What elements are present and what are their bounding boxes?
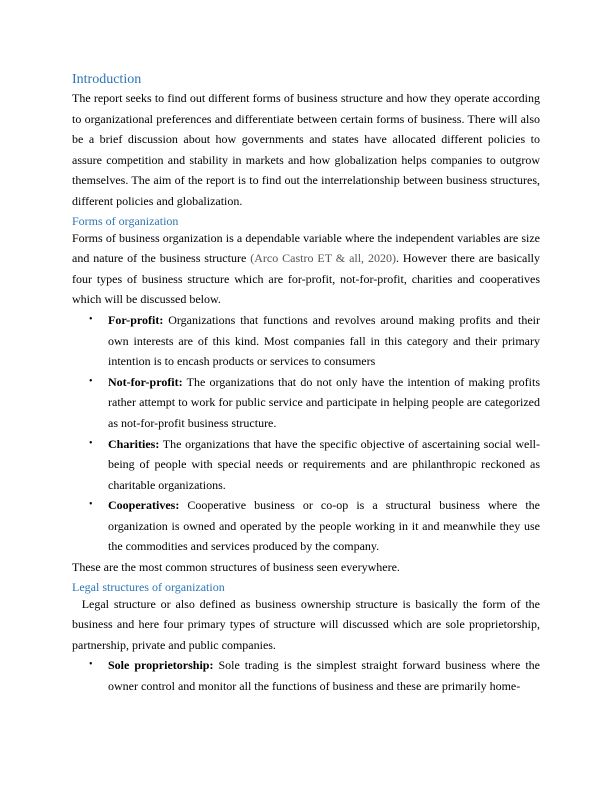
bullet-cooperatives [72,495,540,557]
bullet-term: Not-for-profit: [108,374,183,389]
bullet-text: Organizations that functions and revolves around making profits and their own interests are of this kind. Most companies fall in this category and their primary intention is to encash products or services to consumers [108,312,540,369]
legal-paragraph: Legal structure or also defined as business ownership structure is basically the form of the business and here four primary types of structure will discussed which are sole proprietorship, partnership, private and public companies. [72,596,544,652]
bullet-text: The organizations that do not only have the intention of making profits rather attempt to work for public service and participate in helping people are categorized as not-for-profit business structure. [108,374,540,430]
bullet-term: Cooperatives: [108,498,180,513]
forms-paragraph [72,228,540,310]
bullet-text: The organizations that have the specific objective of ascertaining social well-being of people with special needs or requirements and are philanthropic reckoned as charitable organizations. [108,436,540,492]
bullet-term: For-profit: [108,312,164,327]
bullet-dot: • [89,437,93,449]
introduction-paragraph: The report seeks to find out different forms of business structure and how they operate according to organizational preferences and differentiate between certain forms of business. There will also be a brief discussion about how governments and states have allocated different policies to assure competition and stability in markets and how globalization helps companies to outgrow themselves. The aim of the report is to find out the interrelationship between business structures, different policies and globalization. [72,91,540,208]
legal-heading: Legal structures of organization [72,579,225,594]
bullet-not-for-profit [72,372,540,434]
bullet-dot: • [89,375,93,387]
bullet-dot: • [89,659,93,671]
bullet-sole-proprietorship [72,655,540,696]
forms-paragraph-text-1: Forms of business organization is a dependable variable where the independent variables are size and nature of the business structure [72,230,540,266]
bullet-text: Cooperative business or co-op is a structural business where the organization is owned and operated by the people working in it and meanwhile they use the commodities and services produced by the company. [108,498,540,554]
bullet-text: Sole trading is the simplest straight forward business where the owner control and monitor all the functions of business and these are primarily home- [108,658,541,694]
introduction-heading: Introduction [72,72,142,87]
bullet-dot: • [89,313,93,325]
forms-bullet-list [72,310,540,557]
bullet-dot: • [89,499,93,511]
bullet-for-profit [72,310,540,372]
legal-bullet-list [72,655,540,696]
forms-citation: (Arco Castro ET & all, 2020) [250,251,396,266]
bullet-term: Charities: [108,436,160,451]
forms-paragraph-text-2: . However there are basically four types of business structure which are for-profit, not-for-profit, charities and cooperatives which will be discussed below. [72,251,540,307]
forms-closing: These are the most common structures of business seen everywhere. [72,560,400,575]
bullet-charities [72,434,540,496]
bullet-term: Sole proprietorship: [108,658,214,673]
forms-heading: Forms of organization [72,213,179,228]
document-page [72,72,544,697]
